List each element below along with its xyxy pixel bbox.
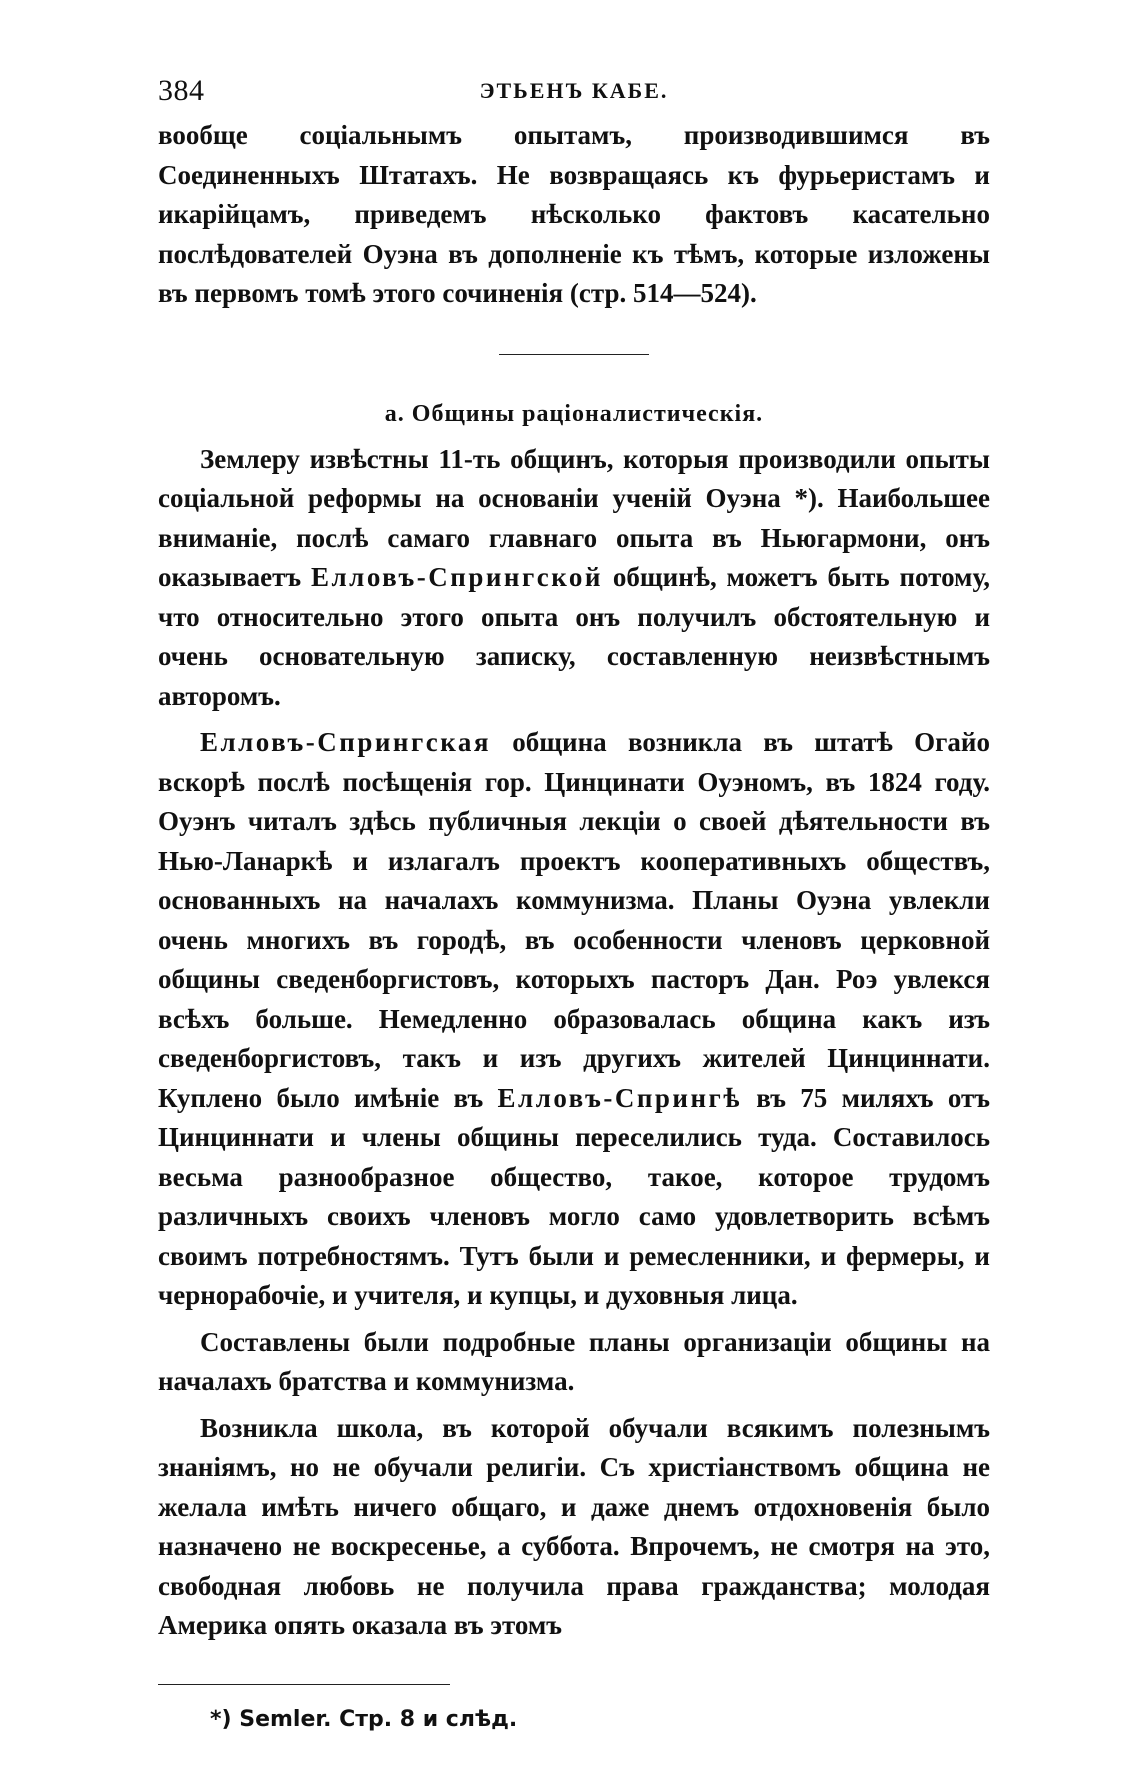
paragraph-3: Составлены были подробные планы организаціи общины на началахъ братства и коммунизма. bbox=[158, 1326, 990, 1396]
section-heading: а. Общины раціоналистическія. bbox=[384, 400, 764, 427]
paragraph-4: Возникла школа, въ которой обучали всякимъ полезнымъ знаніямъ, но не обучали религіи. Съ христіанствомъ община не желала имѣть ничего общаго, и даже днемъ отдохновенія было назначено не воскресенье, а суббота. Впрочемъ, не смотря на это, свободная любовь не получила права гражданства; молодая Америка опять оказала въ этомъ bbox=[158, 1412, 990, 1640]
running-title: ЭТЬЕНЪ КАБЕ. bbox=[479, 78, 669, 103]
running-head bbox=[158, 74, 990, 114]
page-number: 384 bbox=[158, 74, 205, 107]
paragraph-2-spaced-name-mid: Елловъ-Спрингѣ bbox=[497, 1082, 742, 1113]
footnote-divider bbox=[158, 1684, 450, 1685]
intro-paragraph: вообще соціальнымъ опытамъ, производившимся въ Соединенныхъ Штатахъ. Не возвращаясь къ фурьеристамъ и икарійцамъ, приведемъ нѣсколько фактовъ касательно послѣдователей Оуэна въ дополненіе къ тѣмъ, которые изложены въ первомъ томѣ этого сочиненія (стр. 514—524). bbox=[158, 120, 990, 308]
paragraph-2 bbox=[158, 723, 990, 1316]
paragraph-1-start: Землеру извѣстны 11-ть общинъ, которыя производили опыты соціальной реформы на основаніи ученій Оуэна *). Наибольшее вниманіе, послѣ самаго главнаго опыта въ Ньюгармони, онъ оказываетъ bbox=[158, 443, 990, 592]
paragraph-2-spaced-name-start: Елловъ-Спрингская bbox=[200, 727, 491, 757]
paragraph-2-part-2: въ 75 миляхъ отъ Цинциннати и члены общины переселились туда. Составилось весьма разнообразное общество, такое, которое трудомъ различныхъ своихъ членовъ могло само удовлетворить всѣмъ своимъ потребностямъ. Тутъ были и ремесленники, и фермеры, и чернорабочіе, и учителя, и купцы, и духовныя лица. bbox=[158, 1082, 990, 1310]
footnote: *) Semler. Стр. 8 и слѣд. bbox=[210, 1706, 518, 1732]
paragraph-1 bbox=[158, 440, 990, 717]
paragraph-1-end: общинѣ, можетъ быть потому, что относительно этого опыта онъ получилъ обстоятельную и очень основательную записку, составленную неизвѣстнымъ авторомъ. bbox=[158, 562, 990, 711]
page bbox=[158, 74, 990, 1732]
paragraph-2-part-1: община возникла въ штатѣ Огайо вскорѣ послѣ посѣщенія гор. Цинцинати Оуэномъ, въ 1824 году. Оуэнъ читалъ здѣсь публичныя лекціи о своей дѣятельности въ Нью-Ланаркѣ и излагалъ проектъ кооперативныхъ обществъ, основанныхъ на началахъ коммунизма. Планы Оуэна увлекли очень многихъ въ городѣ, въ особенности членовъ церковной общины сведенборгистовъ, которыхъ пасторъ Дан. Роэ увлекся всѣхъ больше. Немедленно образовалась община какъ изъ сведенборгистовъ, такъ и изъ другихъ жителей Цинциннати. Куплено было имѣніе въ bbox=[158, 727, 990, 1113]
section-divider bbox=[499, 354, 649, 355]
paragraph-1-spaced-name: Елловъ-Спрингской bbox=[311, 562, 603, 592]
